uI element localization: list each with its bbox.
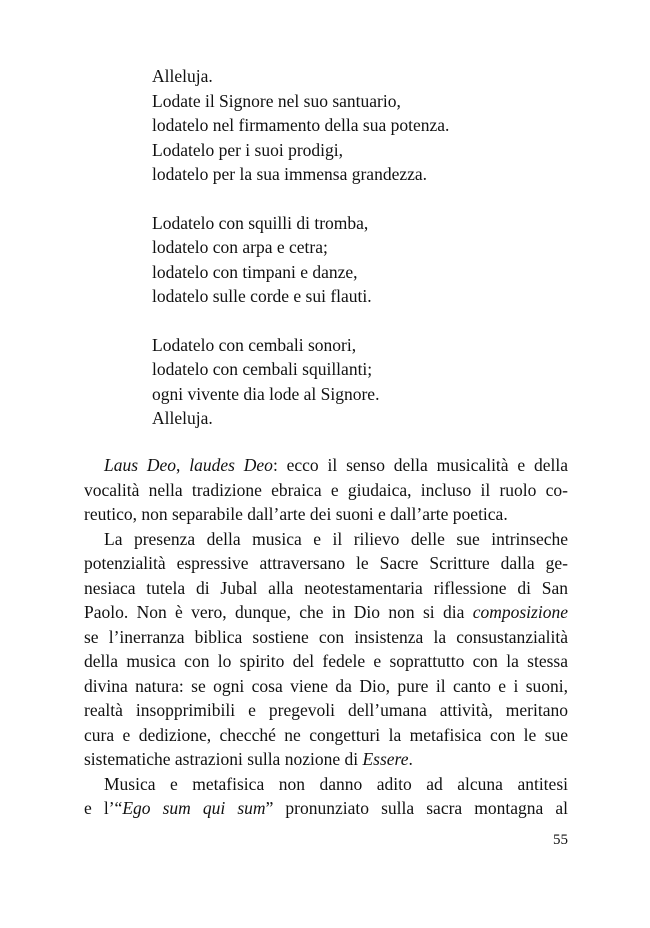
poem-line: ogni vivente dia lode al Signore. (152, 383, 380, 404)
text-line: La presenza della musica e il rilievo delle sue intrinseche (104, 528, 568, 549)
poem-line: Lodatelo con squilli di tromba, (152, 212, 369, 233)
text-span: e l’“ (84, 798, 123, 818)
text-line: realtà insopprimibili e pregevoli dell’umana attività, meritano (84, 700, 568, 720)
psalm-poem (152, 64, 592, 455)
text-span: Paolo. Non è vero, dunque, che in Dio non si dia (84, 602, 473, 622)
text-span: sistematiche astrazioni sulla nozione di (84, 749, 363, 769)
poem-line: Alleluja. (152, 408, 213, 428)
poem-line: Lodate il Signore nel suo santuario, (152, 90, 401, 111)
body-text (84, 453, 568, 821)
text-line: vocalità nella tradizione ebraica e giudaica, incluso il ruolo co- (84, 479, 568, 500)
poem-line: lodatelo con arpa e cetra; (152, 237, 328, 257)
paragraph-1 (84, 453, 568, 527)
poem-line: lodatelo sulle corde e sui flauti. (152, 286, 372, 306)
poem-stanza-1 (152, 64, 592, 187)
poem-line: lodatelo per la sua immensa grandezza. (152, 164, 428, 184)
text-span: . (408, 749, 413, 769)
italic-phrase: Essere (362, 749, 409, 769)
italic-phrase: composizione (472, 602, 568, 622)
text-line: cura e dedizione, checché ne congetturi la metafisica con le sue (84, 724, 568, 745)
text-line: Musica e metafisica non danno adito ad alcuna antitesi (104, 773, 568, 794)
italic-phrase: Ego sum qui sum (122, 798, 266, 818)
poem-stanza-2 (152, 211, 592, 309)
text-line (84, 747, 568, 772)
text-line: se l’inerranza biblica sostiene con insistenza la consustanzialità (84, 626, 568, 647)
poem-line: lodatelo nel firmamento della sua potenza. (152, 115, 450, 135)
text-line (84, 453, 568, 478)
paragraph-3 (84, 772, 568, 821)
poem-line: lodatelo con cembali squillanti; (152, 359, 373, 379)
italic-phrase: laudes Deo (189, 455, 273, 475)
text-span: ” pronunziato sulla sacra montagna al (265, 798, 569, 818)
poem-line: Lodatelo per i suoi prodigi, (152, 139, 344, 160)
poem-stanza-3 (152, 333, 592, 431)
italic-phrase: Laus Deo (104, 455, 177, 475)
text-span: , (176, 455, 190, 475)
text-line: della musica con lo spirito del fedele e soprattutto con la stessa (84, 651, 568, 671)
page-number: 55 (553, 832, 568, 848)
text-line (84, 600, 568, 625)
text-line: divina natura: se ogni cosa viene da Dio, pure il canto e i suoni, (84, 675, 568, 696)
poem-line: lodatelo con timpani e danze, (152, 261, 358, 282)
poem-line: Lodatelo con cembali sonori, (152, 334, 357, 355)
text-line (84, 796, 568, 821)
text-line: nesiaca tutela di Jubal alla neotestamentaria riflessione di San (84, 577, 568, 598)
poem-line: Alleluja. (152, 66, 213, 86)
text-line: potenzialità espressive attraversano le Sacre Scritture dalla ge- (84, 553, 568, 573)
text-span: : ecco il senso della musicalità e della (272, 455, 569, 475)
text-line: reutico, non separabile dall’arte dei suoni e dall’arte poetica. (84, 504, 508, 524)
paragraph-2 (84, 527, 568, 772)
